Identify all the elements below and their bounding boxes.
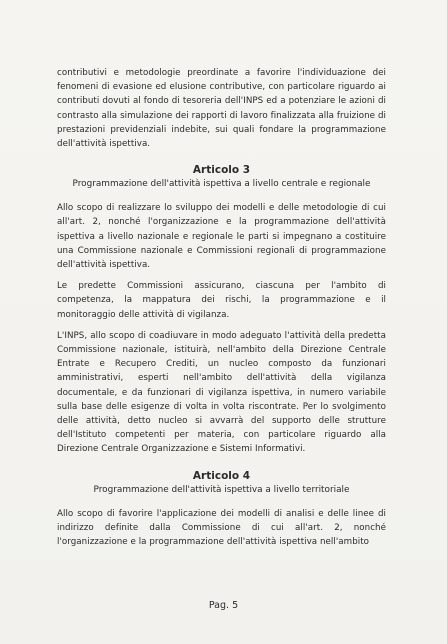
article-3-paragraph-2: Le predette Commissioni assicurano, ciascuna per l'ambito di competenza, la mappatura dei rischi, la programmazione e il monitoraggio delle attività di vigilanza. (57, 281, 386, 320)
article-4-subtitle: Programmazione dell'attività ispettiva a livello territoriale (93, 484, 350, 495)
intro-paragraph: contributivi e metodologie preordinate a favorire l'individuazione dei fenomeni di evasione ed elusione contributive, con particolare riguardo ai contributi dovuti al fondo di tesoreria dell'INPS ed a potenziare le azioni di contrasto alla simulazione dei rapporti di lavoro finalizzata alla fruizione di prestazioni previdenziali indebite, sui quali fondare la programmazione dell'attività ispettiva. (57, 68, 386, 150)
page-number: Pag. 5 (208, 600, 239, 611)
article-4-title: Articolo 4 (192, 469, 251, 482)
article-4-paragraph-1: Allo scopo di favorire l'applicazione dei modelli di analisi e delle linee di indirizzo definite dalla Commissione di cui all'art. 2, nonché l'organizzazione e la programmazione dell'attività ispettiva nell'ambito (57, 508, 386, 548)
article-3-paragraph-3: L'INPS, allo scopo di coadiuvare in modo adeguato l'attività della predetta Commissione nazionale, istituirà, nell'ambito della Direzione Centrale Entrate e Recupero Crediti, un nucleo composto da funzionari amministrativi, esperti nell'ambito dell'attività della vigilanza documentale, e da funzionari di vigilanza ispettiva, in numero variabile sulla base delle esigenze di volta in volta riscontrate. Per lo svolgimento delle attività, detto nucleo si avvarrà del supporto delle strutture dell'Istituto competenti per materia, con particolare riguardo alla Direzione Centrale Organizzazione e Sistemi Informativi. (57, 330, 386, 455)
article-3-subtitle: Programmazione dell'attività ispettiva a livello centrale e regionale (72, 179, 371, 190)
article-3-title: Articolo 3 (192, 164, 251, 177)
article-3-paragraph-1: Allo scopo di realizzare lo sviluppo dei modelli e delle metodologie di cui all'art. 2, nonché l'organizzazione e la programmazione dell'attività ispettiva a livello nazionale e regionale le parti si impegnano a costituire una Commissione nazionale e Commissioni regionali di programmazione dell'attività ispettiva. (57, 203, 386, 271)
page-body (57, 66, 386, 549)
